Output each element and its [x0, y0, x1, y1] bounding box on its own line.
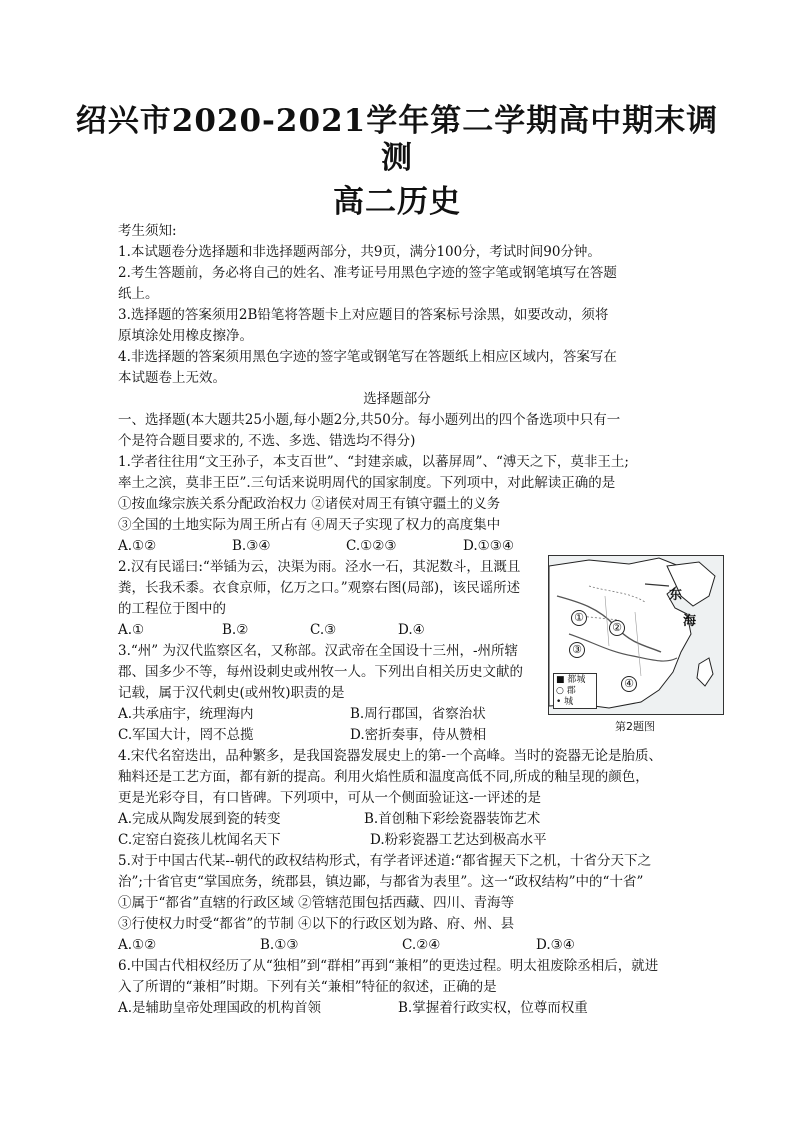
question-5-option-d: D.③④ [536, 937, 575, 953]
question-2-option-c: C.③ [310, 622, 337, 638]
legend-item-commandery: ○ 郡 [556, 686, 576, 696]
notice-line: 原填涂处用橡皮擦净。 [118, 328, 253, 344]
section-heading: 选择题部分 [363, 391, 431, 407]
map-marker-3: ③ [569, 642, 585, 658]
question-3-line: 3.“州” 为汉代监察区名，又称部。汉武帝在全国设十三州，-州所辖 [118, 643, 519, 659]
question-1-option-b: B.③④ [232, 538, 271, 554]
question-4-line: 4.宋代名窑迭出，品种繁多，是我国瓷器发展史上的第-一个高峰。当时的瓷器无论是胎质、 [118, 748, 662, 764]
question-5-line: ③行使权力时受“都省”的节制 ④以下的行政区划为路、府、州、县 [118, 916, 515, 932]
question-3-option-a: A.共承庙宇，统理海内 [118, 706, 254, 722]
subject-title: 高二历史 [333, 184, 461, 220]
map-marker-4: ④ [621, 676, 637, 692]
exam-title-line-1: 绍兴市2020-2021学年第二学期高中期末调 [75, 103, 719, 139]
question-3-line: 郡、国多少不等，每州设刺史或州牧一人。下列出自相关历史文献的 [118, 664, 523, 680]
question-4-option-a: A.完成从陶发展到瓷的转变 [118, 811, 281, 827]
question-6-option-a: A.是辅助皇帝处理国政的机构首领 [118, 1000, 322, 1016]
notice-line: 纸上。 [118, 286, 159, 302]
map-legend [553, 673, 597, 709]
map-sea-label-sea: 海 [683, 614, 697, 629]
question-6-option-b: B.掌握着行政实权，位尊而权重 [398, 1000, 588, 1016]
question-5-option-c: C.②④ [402, 937, 441, 953]
question-3-option-b: B.周行郡国，省察治状 [350, 706, 486, 722]
question-1-option-a: A.①② [118, 538, 157, 554]
han-map-figure [548, 555, 724, 715]
map-marker-1: ① [571, 610, 587, 626]
question-5-option-a: A.①② [118, 937, 157, 953]
legend-item-capital: ■ 都城 [556, 675, 586, 685]
question-5-line: 治”;十省官吏“掌国庶务，统郡县，镇边鄙，与都省为表里”。这一“政权结构”中的“十省” [118, 874, 644, 890]
map-sea-label-east: 东 [669, 588, 683, 603]
map-caption: 第2题图 [615, 720, 655, 733]
question-5-line: ①属于“都省”直辖的行政区域 ②管辖范围包括西藏、四川、青海等 [118, 895, 515, 911]
question-6-line: 6.中国古代相权经历了从“独相”到“群相”再到“兼相”的更迭过程。明太祖废除丞相后，就进 [118, 958, 659, 974]
question-4-line: 更是光彩夺目，有口皆碑。下列项中，可从一个侧面验证这-一评述的是 [118, 790, 542, 806]
notice-line: 2.考生答题前，务必将自己的姓名、准考证号用黑色字迹的签字笔或钢笔填写在答题 [118, 265, 617, 281]
question-2-line: 2.汉有民谣曰:“举锸为云，决渠为雨。泾水一石，其泥数斗，且溉且 [118, 559, 521, 575]
notice-line: 3.选择题的答案须用2B铅笔将答题卡上对应题目的答案标号涂黑，如要改动，须将 [118, 307, 609, 323]
notice-heading: 考生须知: [118, 223, 177, 239]
question-5-option-b: B.①③ [260, 937, 299, 953]
question-2-line: 粪，长我禾黍。衣食京师，亿万之口。”观察右图(局部)，该民谣所述 [118, 580, 521, 596]
notice-line: 本试题卷上无效。 [118, 370, 226, 386]
section-intro-line: 一、选择题(本大题共25小题,每小题2分,共50分。每小题列出的四个备选项中只有一 [118, 412, 621, 428]
question-3-option-c: C.军国大计，罔不总揽 [118, 727, 254, 743]
question-4-option-d: D.粉彩瓷器工艺达到极高水平 [370, 832, 547, 848]
section-intro-line: 个是符合题目要求的, 不选、多选、错选均不得分) [118, 433, 416, 449]
map-marker-2: ② [609, 620, 625, 636]
question-5-line: 5.对于中国古代某--朝代的政权结构形式，有学者评述道:“都省握天下之机，十省分天下之 [118, 853, 651, 869]
question-1-option-d: D.①③④ [463, 538, 514, 554]
question-4-option-c: C.定窑白瓷孩儿枕闻名天下 [118, 832, 281, 848]
question-1-line: 1.学者往往用“文王孙子，本支百世”、“封建亲戚，以蕃屏周”、“溥天之下，莫非王土; [118, 454, 629, 470]
exam-title-line-2: 测 [381, 140, 413, 176]
question-4-line: 釉料还是工艺方面，都有新的提高。利用火焰性质和温度高低不同,所成的釉呈现的颜色， [118, 769, 649, 785]
notice-line: 1.本试题卷分选择题和非选择题两部分，共9页，满分100分，考试时间90分钟。 [118, 244, 601, 260]
question-2-option-a: A.① [118, 622, 145, 638]
question-6-line: 入了所谓的“兼相”时期。下列有关“兼相”特征的叙述，正确的是 [118, 979, 497, 995]
question-1-line: ③全国的土地实际为周王所占有 ④周天子实现了权力的高度集中 [118, 517, 501, 533]
question-2-option-b: B.② [222, 622, 249, 638]
question-3-option-d: D.密折奏事，侍从赞相 [350, 727, 487, 743]
question-1-line: ①按血缘宗族关系分配政治权力 ②诸侯对周王有镇守疆土的义务 [118, 496, 501, 512]
question-1-option-c: C.①②③ [346, 538, 397, 554]
question-3-line: 记载，属于汉代刺史(或州牧)职责的是 [118, 685, 345, 701]
legend-item-city: • 城 [556, 697, 574, 707]
question-2-option-d: D.④ [398, 622, 425, 638]
notice-line: 4.非选择题的答案须用黑色字迹的签字笔或钢笔写在答题纸上相应区域内，答案写在 [118, 349, 617, 365]
question-4-option-b: B.首创釉下彩绘瓷器装饰艺术 [364, 811, 541, 827]
question-2-line: 的工程位于图中的 [118, 601, 226, 617]
question-1-line: 率土之滨，莫非王臣”.三句话来说明周代的国家制度。下列项中，对此解读正确的是 [118, 475, 616, 491]
